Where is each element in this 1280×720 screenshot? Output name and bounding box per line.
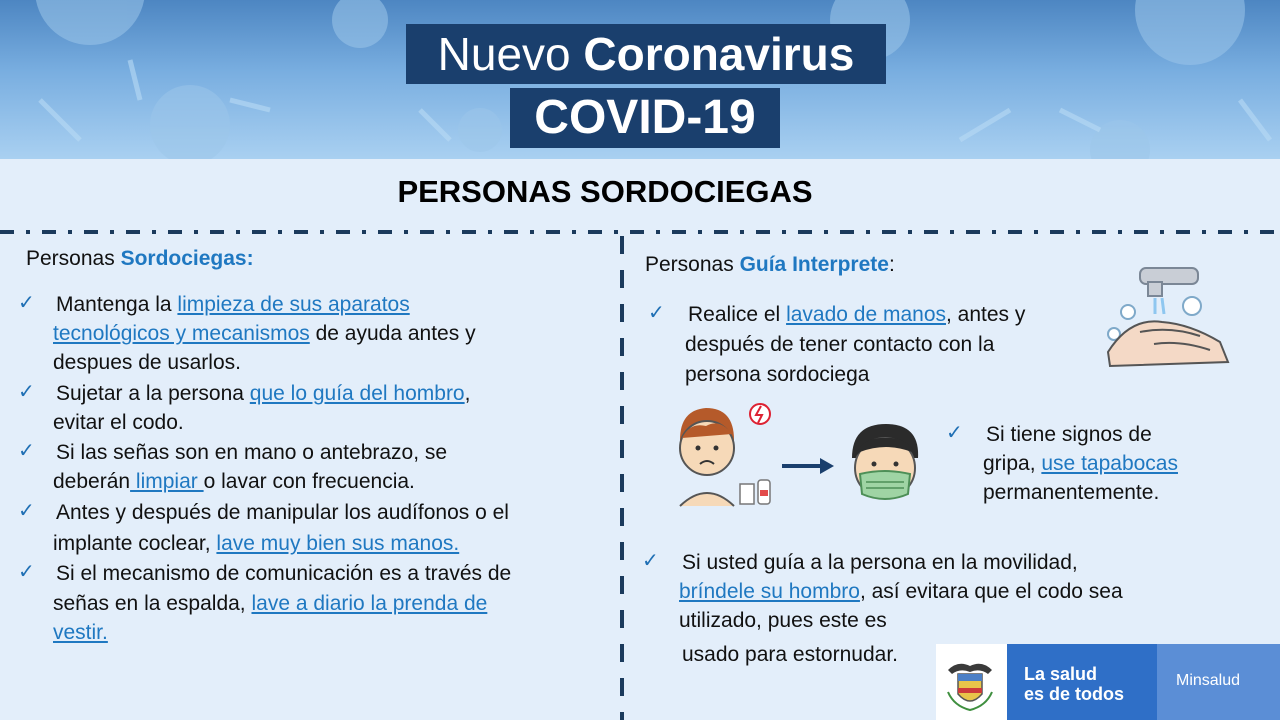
text: gripa, (983, 452, 1042, 475)
right-item-3-line-3: utilizado, pues este es (679, 609, 887, 632)
check-icon: ✓ (18, 500, 35, 522)
text: Sujetar a la persona (56, 382, 250, 405)
text: de ayuda antes y (309, 322, 476, 345)
text: Realice el (688, 303, 787, 326)
left-item-1-line-3: despues de usarlos. (53, 351, 241, 374)
check-icon: ✓ (18, 561, 35, 583)
text: señas en la espalda, (53, 592, 252, 615)
ministry-name: Minsalud (1176, 672, 1241, 689)
left-item-1-line-2 (53, 319, 476, 348)
arrow-right-icon (782, 456, 834, 476)
check-icon: ✓ (18, 292, 35, 314)
left-item-1-line-1 (56, 290, 410, 319)
link-tapabocas[interactable]: use tapabocas (1041, 452, 1178, 475)
salud-line-2: es de todos (1024, 684, 1125, 704)
text: , (464, 382, 471, 405)
text: , antes y (946, 303, 1026, 326)
mask-person-icon (842, 418, 928, 512)
text: , así evitara que el codo sea (859, 580, 1123, 603)
link-vestir[interactable]: vestir. (53, 621, 108, 644)
left-item-5-line-1: Si el mecanismo de comunicación es a través de (56, 562, 512, 585)
right-heading-bold: Guía Interprete (739, 253, 889, 276)
left-item-5-line-3 (53, 618, 108, 647)
page-title: PERSONAS SORDOCIEGAS (397, 174, 813, 209)
banner-title-bold: Coronavirus (583, 28, 855, 80)
sick-person-icon (660, 400, 780, 512)
horizontal-divider (0, 228, 1280, 236)
link-lave-manos[interactable]: lave muy bien sus manos. (216, 532, 460, 555)
left-heading (26, 244, 254, 273)
handwashing-icon (1100, 262, 1240, 374)
right-item-2-line-1: Si tiene signos de (986, 423, 1152, 446)
text: deberán (53, 470, 131, 493)
right-heading (645, 250, 895, 279)
left-item-2-line-1 (56, 379, 470, 408)
right-item-1-line-1 (688, 300, 1025, 329)
check-icon: ✓ (946, 422, 963, 444)
left-item-4-line-2 (53, 529, 459, 558)
right-heading-suffix: : (888, 253, 895, 276)
left-item-4-line-1: Antes y después de manipular los audífonos o el (56, 501, 509, 524)
text: o lavar con frecuencia. (203, 470, 415, 493)
text: Mantenga la (56, 293, 178, 316)
right-heading-prefix: Personas (645, 253, 740, 276)
link-lavado-manos[interactable]: lavado de manos (786, 303, 947, 326)
right-item-3-line-2 (679, 577, 1123, 606)
left-item-2-line-2: evitar el codo. (53, 411, 184, 434)
banner-title (406, 24, 886, 84)
header-banner (0, 0, 1280, 159)
banner-subtitle: COVID-19 (510, 88, 780, 148)
right-item-3-line-1: Si usted guía a la persona en la movilidad, (682, 551, 1078, 574)
left-heading-bold: Sordociegas: (120, 247, 254, 270)
salud-text (1024, 664, 1124, 704)
right-item-1-line-3: persona sordociega (685, 363, 870, 386)
banner-title-light: Nuevo (437, 28, 584, 80)
link-limpieza[interactable]: limpieza de sus aparatos (177, 293, 410, 316)
right-item-3-line-4: usado para estornudar. (682, 643, 898, 666)
link-brindele-hombro[interactable]: bríndele su hombro (679, 580, 860, 603)
vertical-divider (619, 236, 625, 720)
salud-line-1: La salud (1024, 664, 1098, 684)
right-item-2-line-2 (983, 449, 1178, 478)
check-icon: ✓ (18, 440, 35, 462)
left-item-3-line-2 (53, 467, 415, 496)
left-item-3-line-1: Si las señas son en mano o antebrazo, se (56, 441, 448, 464)
link-limpiar[interactable]: limpiar (130, 470, 204, 493)
right-item-1-line-2: después de tener contacto con la (685, 333, 995, 356)
check-icon: ✓ (642, 550, 659, 572)
coat-of-arms-icon (944, 652, 996, 712)
left-item-5-line-2 (53, 589, 487, 618)
left-heading-prefix: Personas (26, 247, 121, 270)
text: implante coclear, (53, 532, 217, 555)
link-hombro[interactable]: que lo guía del hombro (249, 382, 465, 405)
link-tecnologicos[interactable]: tecnológicos y mecanismos (53, 322, 310, 345)
right-item-2-line-3: permanentemente. (983, 481, 1160, 504)
check-icon: ✓ (18, 381, 35, 403)
check-icon: ✓ (648, 302, 665, 324)
link-prenda[interactable]: lave a diario la prenda de (251, 592, 488, 615)
